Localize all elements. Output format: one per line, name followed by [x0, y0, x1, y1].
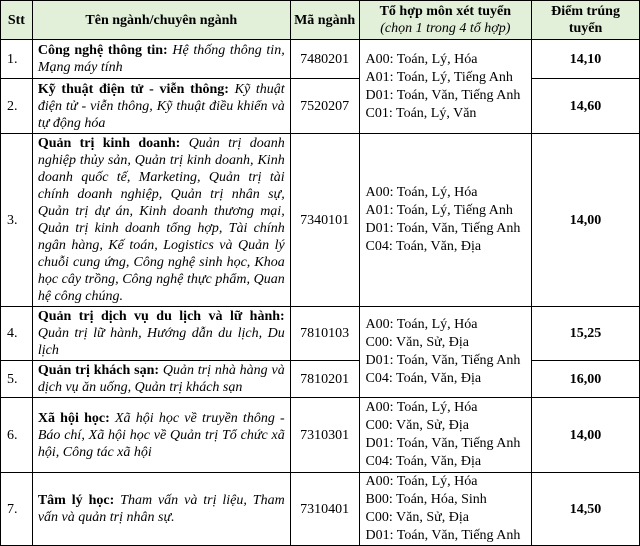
- row-stt: 2.: [1, 79, 33, 134]
- table-row: [1, 473, 640, 546]
- combo-item: A01: Toán, Lý, Tiếng Anh: [365, 203, 513, 218]
- major-title: Quản trị khách sạn:: [37, 363, 160, 378]
- row-code: 7520207: [290, 79, 359, 134]
- combo-item: A00: Toán, Lý, Hóa: [365, 474, 478, 489]
- row-code: 7340101: [290, 134, 359, 307]
- row-combos: [359, 40, 532, 134]
- row-score: 16,00: [532, 361, 640, 398]
- row-major: [32, 79, 290, 134]
- row-combos: [359, 307, 532, 398]
- row-major: [32, 40, 290, 79]
- major-specializations: Quản trị nhà hàng và dịch vụ ăn uống, Quản trị khách sạn: [37, 363, 285, 395]
- major-specializations: Xã hội học về truyền thông - Báo chí, Xã hội học về Quản trị Tổ chức xã hội, Công tác xã hội: [37, 410, 285, 460]
- row-stt: 5.: [1, 361, 33, 398]
- combo-item: D01: Toán, Văn, Tiếng Anh: [365, 87, 521, 103]
- major-title: Tâm lý học:: [37, 493, 115, 508]
- row-score: 14,60: [532, 79, 640, 134]
- header-score: Điểm trúng tuyển: [532, 1, 640, 40]
- row-code: 7480201: [290, 40, 359, 79]
- row-major: [32, 307, 290, 361]
- major-specializations: Hệ thống thông tin, Mạng máy tính: [37, 43, 285, 75]
- combo-item: B00: Toán, Hóa, Sinh: [365, 492, 487, 507]
- combo-item: A00: Toán, Lý, Hóa: [365, 51, 478, 67]
- major-specializations: Quản trị lữ hành, Hướng dẫn du lịch, Du lịch: [37, 326, 285, 358]
- table-header-row: [1, 1, 640, 40]
- row-stt: 1.: [1, 40, 33, 79]
- combo-item: C01: Toán, Lý, Văn: [365, 105, 477, 121]
- row-stt: 4.: [1, 307, 33, 361]
- row-stt: 7.: [1, 473, 33, 546]
- row-major: [32, 134, 290, 307]
- row-code: 7310401: [290, 473, 359, 546]
- table-row: [1, 361, 640, 398]
- header-combo-title: Tổ hợp môn xét tuyển: [379, 4, 512, 19]
- combo-item: C00: Văn, Sử, Địa: [365, 510, 469, 525]
- row-stt: 6.: [1, 398, 33, 473]
- combo-item: D01: Toán, Văn, Tiếng Anh: [365, 436, 521, 451]
- combo-item: A00: Toán, Lý, Hóa: [365, 317, 478, 332]
- major-title: Xã hội học:: [37, 410, 110, 426]
- combo-item: D01: Toán, Văn, Tiếng Anh: [365, 528, 521, 543]
- combo-item: A00: Toán, Lý, Hóa: [365, 400, 478, 415]
- major-specializations: Kỹ thuật điện tử - viễn thông, Kỹ thuật điều khiển và tự động hóa: [37, 81, 285, 131]
- row-score: 14,00: [532, 398, 640, 473]
- row-major: [32, 398, 290, 473]
- combo-item: C00: Văn, Sử, Địa: [365, 418, 469, 433]
- combo-item: A01: Toán, Lý, Tiếng Anh: [365, 69, 513, 85]
- row-major: [32, 361, 290, 398]
- row-code: 7810103: [290, 307, 359, 361]
- major-title: Quản trị dịch vụ du lịch và lữ hành:: [37, 309, 285, 324]
- table-row: [1, 398, 640, 473]
- row-code: 7810201: [290, 361, 359, 398]
- row-combos: [359, 134, 532, 307]
- row-score: 14,10: [532, 40, 640, 79]
- row-major: [32, 473, 290, 546]
- combo-item: C04: Toán, Văn, Địa: [365, 454, 482, 469]
- major-specializations: Quản trị doanh nghiệp thủy sản, Quản trị kinh doanh, Kinh doanh quốc tế, Marketing, Quản trị tài chính doanh nghiệp, Quản trị nhân sự, Quản trị dự án, Kinh doanh thương mại, Quản trị kinh doanh tổng hợp, Tài chính ngân hàng, Kế toán, Logistics và Quản lý chuỗi cung ứng, Công nghệ sinh học, Khoa học cây trồng, Công nghệ thực phẩm, Quan hệ công chúng.: [37, 136, 285, 304]
- row-combos: [359, 398, 532, 473]
- combo-item: D01: Toán, Văn, Tiếng Anh: [365, 221, 521, 236]
- row-score: 14,50: [532, 473, 640, 546]
- table-row: [1, 40, 640, 79]
- row-score: 15,25: [532, 307, 640, 361]
- table-row: [1, 307, 640, 361]
- header-code: Mã ngành: [290, 1, 359, 40]
- major-title: Công nghệ thông tin:: [37, 43, 168, 58]
- combo-item: C00: Văn, Sử, Địa: [365, 335, 469, 350]
- combo-item: C04: Toán, Văn, Địa: [365, 239, 482, 254]
- combo-item: A00: Toán, Lý, Hóa: [365, 185, 478, 200]
- row-stt: 3.: [1, 134, 33, 307]
- major-title: Kỹ thuật điện tử - viễn thông:: [37, 81, 229, 97]
- table-row: [1, 134, 640, 307]
- header-stt: Stt: [1, 1, 33, 40]
- major-title: Quản trị kinh doanh:: [37, 136, 181, 151]
- table-row: [1, 79, 640, 134]
- row-score: 14,00: [532, 134, 640, 307]
- major-specializations: Tham vấn và trị liệu, Tham vấn và quản trị nhân sự.: [37, 493, 285, 525]
- header-major: Tên ngành/chuyên ngành: [32, 1, 290, 40]
- row-combos: [359, 473, 532, 546]
- header-combo: [359, 1, 532, 40]
- combo-item: D01: Toán, Văn, Tiếng Anh: [365, 353, 521, 368]
- row-code: 7310301: [290, 398, 359, 473]
- combo-item: C04: Toán, Văn, Địa: [365, 371, 482, 386]
- header-combo-subtitle: (chọn 1 trong 4 tổ hợp): [380, 21, 511, 36]
